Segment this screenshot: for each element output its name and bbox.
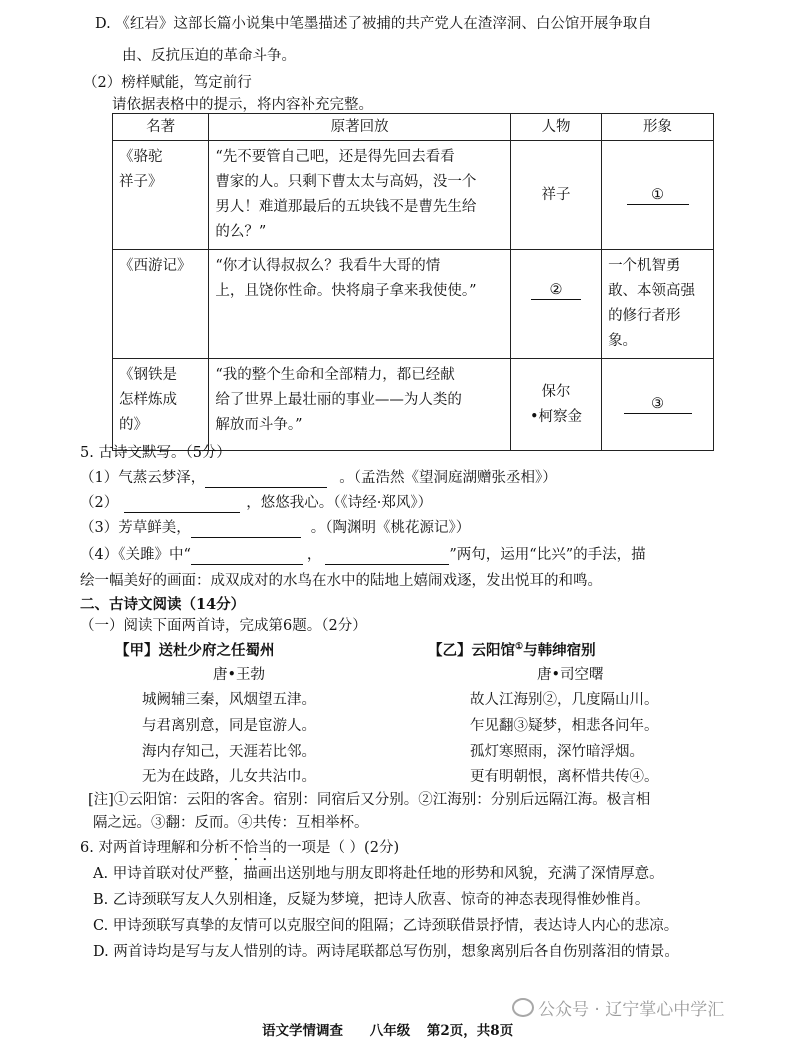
work-title-line: 《西游记》 — [119, 258, 192, 274]
image-cell — [602, 359, 714, 451]
item-number: （1） — [80, 470, 119, 486]
poem-b-author: 唐•司空曙 — [537, 667, 604, 683]
item-number: （3） — [80, 520, 119, 536]
watermark — [512, 995, 724, 1020]
character-cell — [510, 359, 601, 451]
option-d-line1: D. 《红岩》这部长篇小说集中笔墨描述了被捕的共产党人在渣滓洞、白公馆开展争取自 — [95, 16, 652, 32]
footer-page: 第2页，共8页 — [426, 1023, 514, 1039]
header-image: 形象 — [602, 114, 714, 141]
table-row — [113, 359, 714, 451]
quote-line: 曹家的人。只剩下曹太太与高妈，没一个 — [215, 174, 477, 190]
poem-b-line: 更有明朝恨，离杯惜共传④。 — [470, 769, 659, 785]
quote-line: “你才认得叔叔么？我看牛大哥的情 — [215, 258, 441, 274]
poem-a-title: 【甲】送杜少府之任蜀州 — [115, 642, 275, 659]
poem-a-author: 唐•王勃 — [213, 667, 266, 683]
answer-blank-1[interactable]: ① — [627, 186, 689, 205]
poem-a-line: 海内存知己，天涯若比邻。 — [142, 744, 316, 760]
item-text: 。（孟浩然《望洞庭湖赠张丞相》） — [339, 470, 557, 486]
quote-line: 男人！难道那最后的五块钱不是曹先生给 — [215, 199, 477, 215]
q6-option-a[interactable]: A. 甲诗首联对仗严整，描画出送别地与朋友即将赴任地的形势和风貌，充满了深情厚意。 — [93, 866, 664, 882]
q6-option-d[interactable]: D. 两首诗均是写与友人惜别的诗。两诗尾联都总写伤别，想象离别后各自伤别落泪的情景。 — [93, 944, 679, 960]
q6-stem-text: 6. 对两首诗理解和分析 — [80, 840, 229, 856]
item-text: 。（陶渊明《桃花源记》） — [310, 520, 471, 536]
q5-item-4 — [80, 543, 646, 565]
image-line: 敢、本领高强 — [608, 283, 696, 299]
section2-title: 二、古诗文阅读（14分） — [80, 596, 246, 613]
work-title-line: 《骆驼 — [119, 149, 163, 165]
poem-a-line: 与君离别意，同是宦游人。 — [142, 718, 316, 734]
q5-item-1 — [80, 466, 557, 488]
quote-cell — [209, 359, 511, 451]
work-cell — [113, 359, 209, 451]
poem-b-line: 故人江海别②，几度隔山川。 — [470, 692, 659, 708]
header-character: 人物 — [510, 114, 601, 141]
image-line: 的修行者形 — [608, 308, 681, 324]
poem-b-title — [428, 639, 596, 660]
footnote-mark: ① — [515, 642, 524, 653]
poem-a-line: 城阙辅三秦，风烟望五津。 — [142, 692, 316, 708]
work-title-line: 祥子》 — [119, 174, 163, 190]
image-line: 象。 — [608, 333, 638, 349]
sub2-instruction: 请依据表格中的提示，将内容补充完整。 — [112, 97, 373, 113]
answer-blank-3[interactable]: ③ — [624, 395, 692, 414]
table-header-row — [113, 114, 714, 141]
quote-line: “先不要管自己吧，还是得先回去看看 — [215, 149, 455, 165]
item-text: ，悠悠我心。（《诗经·郑风》） — [246, 495, 433, 511]
fill-blank[interactable] — [191, 519, 301, 538]
work-title-line: 《钢铁是 — [119, 367, 177, 383]
q6-emphasis: 不恰当 — [228, 840, 273, 856]
sub2-title: （2）榜样赋能，笃定前行 — [83, 75, 252, 91]
quote-line: 解放而斗争。” — [215, 417, 303, 433]
item-text: （4）《关雎》中“ — [80, 547, 191, 563]
character-line: 保尔 — [541, 383, 571, 400]
footer-subject: 语文学情调查 — [262, 1023, 343, 1039]
poem-b-line: 孤灯寒照雨，深竹暗浮烟。 — [470, 744, 644, 760]
work-cell — [113, 141, 209, 250]
q5-item-3 — [80, 516, 470, 538]
table-row — [113, 141, 714, 250]
q6-stem — [80, 836, 399, 864]
poem-a-line: 无为在歧路，儿女共沾巾。 — [142, 769, 316, 785]
quote-line: 上，且饶你性命。快将扇子拿来我使使。” — [215, 283, 477, 299]
image-cell — [602, 250, 714, 359]
note-line-2: 隔之远。③翻：反而。④共传：互相举杯。 — [93, 815, 369, 831]
q5-item-2 — [80, 491, 432, 513]
q5-item-4-line2: 绘一幅美好的画面：成双成对的水鸟在水中的陆地上嬉闹戏逐，发出悦耳的和鸣。 — [80, 573, 602, 589]
image-line: 一个机智勇 — [608, 258, 681, 274]
quote-line: 的么？” — [215, 224, 267, 240]
work-cell — [113, 250, 209, 359]
q6-stem-text: 的一项是（ ）(2分) — [272, 840, 400, 856]
q5-title: 5. 古诗文默写。（5分） — [80, 445, 231, 461]
footer-grade: 八年级 — [369, 1023, 411, 1039]
table-row — [113, 250, 714, 359]
watermark-text: 公众号 · 辽宁掌心中学汇 — [538, 1000, 725, 1020]
quote-line: 给了世界上最壮丽的事业——为人类的 — [215, 392, 462, 408]
character-line: •柯察金 — [529, 408, 582, 425]
fill-blank[interactable] — [191, 546, 303, 565]
item-text: ， — [306, 547, 322, 563]
q6-option-c[interactable]: C. 甲诗颈联写真挚的友情可以克服空间的阻隔；乙诗颈联借景抒情，表达诗人内心的悲凉。 — [93, 918, 679, 934]
fill-blank[interactable] — [205, 469, 327, 488]
quote-cell — [209, 141, 511, 250]
quote-line: “我的整个生命和全部精力，都已经献 — [215, 367, 455, 383]
answer-blank-2[interactable]: ② — [531, 281, 581, 300]
wechat-icon — [512, 998, 534, 1017]
item-text: ”两句，运用“比兴”的手法，描 — [449, 547, 646, 563]
poem-b-title-text: 【乙】云阳馆 — [428, 642, 515, 659]
item-text: 芳草鲜美， — [118, 520, 191, 536]
footer — [262, 1019, 513, 1039]
header-work: 名著 — [113, 114, 209, 141]
image-cell — [602, 141, 714, 250]
option-d-line2: 由、反抗压迫的革命斗争。 — [122, 48, 296, 64]
poem-b-line: 乍见翻③疑梦，相悲各问年。 — [470, 718, 659, 734]
character-cell — [510, 250, 601, 359]
q6-option-b[interactable]: B. 乙诗颈联写友人久别相逢，反疑为梦境，把诗人欣喜、惊奇的神态表现得惟妙惟肖。 — [93, 892, 650, 908]
note-line-1: [注]①云阳馆：云阳的客舍。宿别：同宿后又分别。②江海别：分别后远隔江海。极言相 — [88, 792, 651, 808]
item-number: （2） — [80, 495, 119, 511]
works-table — [112, 113, 714, 451]
poem-b-title-text: 与韩绅宿别 — [523, 642, 596, 659]
work-title-line: 的》 — [119, 417, 148, 433]
header-quote: 原著回放 — [209, 114, 511, 141]
section2-sub1: （一）阅读下面两首诗，完成第6题。（2分） — [80, 618, 367, 634]
work-title-line: 怎样炼成 — [119, 392, 177, 408]
item-text: 气蒸云梦泽， — [118, 470, 206, 486]
fill-blank[interactable] — [325, 546, 449, 565]
character-cell: 祥子 — [510, 141, 601, 250]
fill-blank[interactable] — [124, 494, 240, 513]
quote-cell — [209, 250, 511, 359]
